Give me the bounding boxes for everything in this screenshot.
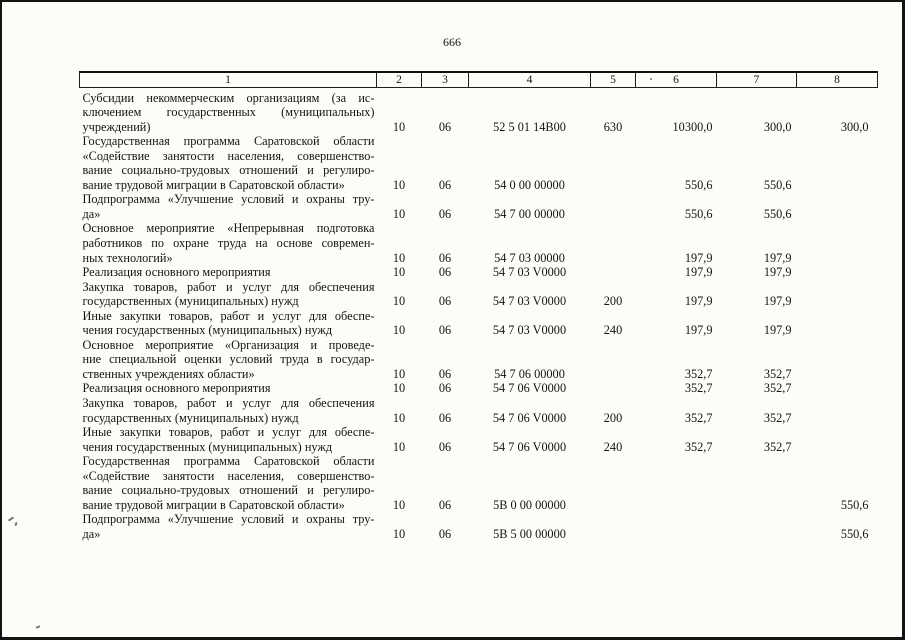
cell-target-item-code: 5В 0 00 00000 bbox=[493, 497, 566, 512]
description-line: Основное мероприятие «Непрерывная подготовка bbox=[82, 221, 375, 236]
description-line: «Содействие занятости населения, совершенство- bbox=[82, 468, 375, 483]
description-line: Реализация основного мероприятия bbox=[82, 381, 271, 396]
description-line: Основное мероприятие «Организация и проведе- bbox=[82, 337, 375, 352]
cell-section-code: 10 bbox=[392, 381, 406, 396]
cell-amount-1: 550,6 bbox=[684, 206, 713, 221]
description-line: «Содействие занятости населения, совершенство- bbox=[82, 148, 375, 163]
cell-section-code: 10 bbox=[392, 265, 406, 280]
budget-table bbox=[79, 71, 878, 541]
cell-amount-1: 10300,0 bbox=[672, 119, 713, 134]
cell-expense-type-code bbox=[591, 381, 636, 396]
cell-amount-3 bbox=[797, 221, 878, 265]
cell-amount-2: 197,9 bbox=[763, 265, 792, 280]
cell-description bbox=[80, 87, 377, 134]
description-line: Закупка товаров, работ и услуг для обеспечения bbox=[82, 279, 375, 294]
cell-section-code: 10 bbox=[392, 294, 406, 309]
scan-artifact bbox=[14, 522, 17, 526]
cell-expense-type-code bbox=[591, 134, 636, 192]
table-row bbox=[80, 454, 878, 512]
cell-expense-type-code: 200 bbox=[603, 294, 623, 309]
cell-subsection-code: 06 bbox=[438, 526, 452, 541]
cell-expense-type-code bbox=[591, 265, 636, 280]
description-line: Государственная программа Саратовской области bbox=[82, 134, 375, 149]
cell-target-item-code: 54 7 00 00000 bbox=[494, 206, 565, 221]
table-row bbox=[80, 425, 878, 454]
cell-amount-1: 197,9 bbox=[684, 250, 713, 265]
cell-amount-2: 300,0 bbox=[763, 119, 792, 134]
cell-subsection-code: 06 bbox=[438, 294, 452, 309]
description-line: государственных (муниципальных) нужд bbox=[82, 294, 299, 309]
cell-amount-3 bbox=[797, 425, 878, 454]
cell-expense-type-code: 240 bbox=[603, 323, 623, 338]
cell-section-code: 10 bbox=[392, 250, 406, 265]
table-row bbox=[80, 221, 878, 265]
description-line: Подпрограмма «Улучшение условий и охраны тру- bbox=[82, 512, 375, 527]
cell-description bbox=[80, 512, 377, 541]
cell-subsection-code: 06 bbox=[438, 410, 452, 425]
cell-target-item-code: 54 7 03 V0000 bbox=[492, 265, 567, 280]
cell-target-item-code: 52 5 01 14В00 bbox=[493, 119, 566, 134]
cell-target-item-code: 54 7 03 00000 bbox=[494, 250, 565, 265]
cell-description bbox=[80, 454, 377, 512]
cell-amount-2 bbox=[717, 454, 797, 512]
cell-amount-3 bbox=[797, 381, 878, 396]
cell-amount-1: 197,9 bbox=[684, 323, 713, 338]
column-header: 6 bbox=[636, 72, 717, 87]
description-line: Иные закупки товаров, работ и услуг для обеспе- bbox=[82, 425, 375, 440]
cell-description bbox=[80, 396, 377, 425]
cell-expense-type-code bbox=[591, 221, 636, 265]
cell-description bbox=[80, 280, 377, 309]
cell-subsection-code: 06 bbox=[438, 497, 452, 512]
cell-description bbox=[80, 425, 377, 454]
column-header: 7 bbox=[717, 72, 797, 87]
description-line: ние специальной оценки условий труда в государ- bbox=[82, 352, 375, 367]
cell-amount-1: 550,6 bbox=[684, 177, 713, 192]
cell-subsection-code: 06 bbox=[438, 250, 452, 265]
description-line: ных технологий» bbox=[82, 250, 173, 265]
cell-amount-2 bbox=[717, 512, 797, 541]
table-row bbox=[80, 381, 878, 396]
description-line: чения государственных (муниципальных) нужд bbox=[82, 439, 333, 454]
cell-target-item-code: 54 7 06 V0000 bbox=[492, 410, 567, 425]
table-row bbox=[80, 512, 878, 541]
cell-amount-1: 352,7 bbox=[684, 366, 713, 381]
cell-amount-1: 352,7 bbox=[684, 439, 713, 454]
cell-target-item-code: 5В 5 00 00000 bbox=[493, 526, 566, 541]
cell-amount-1 bbox=[636, 454, 717, 512]
description-line: учреждений) bbox=[82, 119, 151, 134]
cell-target-item-code: 54 7 03 V0000 bbox=[492, 294, 567, 309]
table-row bbox=[80, 396, 878, 425]
cell-subsection-code: 06 bbox=[438, 366, 452, 381]
description-line: ственных учреждениях области» bbox=[82, 366, 255, 381]
description-line: вание трудовой миграции в Саратовской области» bbox=[82, 497, 345, 512]
cell-amount-2: 352,7 bbox=[763, 366, 792, 381]
description-line: Субсидии некоммерческим организациям (за ис- bbox=[82, 90, 375, 105]
cell-amount-3 bbox=[797, 309, 878, 338]
cell-expense-type-code: 240 bbox=[603, 439, 623, 454]
description-line: Закупка товаров, работ и услуг для обеспечения bbox=[82, 395, 375, 410]
description-line: чения государственных (муниципальных) нужд bbox=[82, 323, 333, 338]
cell-section-code: 10 bbox=[392, 177, 406, 192]
cell-subsection-code: 06 bbox=[438, 265, 452, 280]
column-header: 2 bbox=[377, 72, 422, 87]
table-row bbox=[80, 87, 878, 134]
scan-artifact bbox=[650, 78, 652, 80]
cell-target-item-code: 54 0 00 00000 bbox=[494, 177, 565, 192]
cell-subsection-code: 06 bbox=[438, 439, 452, 454]
description-line: работников по охране труда на основе современ- bbox=[82, 235, 375, 250]
cell-target-item-code: 54 7 06 V0000 bbox=[492, 381, 567, 396]
table-row bbox=[80, 309, 878, 338]
cell-amount-3 bbox=[797, 280, 878, 309]
description-line: государственных (муниципальных) нужд bbox=[82, 410, 299, 425]
table-row bbox=[80, 338, 878, 382]
cell-expense-type-code bbox=[591, 512, 636, 541]
description-line: да» bbox=[82, 526, 101, 541]
column-header: 3 bbox=[422, 72, 469, 87]
cell-description bbox=[80, 309, 377, 338]
column-header: 5 bbox=[591, 72, 636, 87]
cell-section-code: 10 bbox=[392, 497, 406, 512]
table-row bbox=[80, 265, 878, 280]
page-number: 666 bbox=[443, 35, 461, 49]
cell-expense-type-code: 630 bbox=[603, 119, 623, 134]
table-row bbox=[80, 192, 878, 221]
cell-description bbox=[80, 338, 377, 382]
cell-expense-type-code: 200 bbox=[603, 410, 623, 425]
description-line: вание трудовой миграции в Саратовской области» bbox=[82, 177, 345, 192]
cell-section-code: 10 bbox=[392, 526, 406, 541]
cell-amount-3 bbox=[797, 338, 878, 382]
cell-section-code: 10 bbox=[392, 410, 406, 425]
description-line: Государственная программа Саратовской области bbox=[82, 454, 375, 469]
cell-section-code: 10 bbox=[392, 206, 406, 221]
cell-amount-3 bbox=[797, 134, 878, 192]
cell-amount-3: 550,6 bbox=[840, 526, 869, 541]
table-header-row bbox=[80, 72, 878, 87]
cell-amount-2: 352,7 bbox=[763, 439, 792, 454]
cell-amount-2: 352,7 bbox=[763, 410, 792, 425]
cell-description bbox=[80, 265, 377, 280]
column-header: 8 bbox=[797, 72, 878, 87]
cell-subsection-code: 06 bbox=[438, 206, 452, 221]
cell-section-code: 10 bbox=[392, 366, 406, 381]
cell-amount-2: 197,9 bbox=[763, 250, 792, 265]
cell-amount-1 bbox=[636, 512, 717, 541]
cell-section-code: 10 bbox=[392, 439, 406, 454]
cell-target-item-code: 54 7 03 V0000 bbox=[492, 323, 567, 338]
cell-subsection-code: 06 bbox=[438, 381, 452, 396]
description-line: да» bbox=[82, 206, 101, 221]
cell-amount-3 bbox=[797, 396, 878, 425]
description-line: Иные закупки товаров, работ и услуг для обеспе- bbox=[82, 308, 375, 323]
cell-amount-1: 197,9 bbox=[684, 294, 713, 309]
description-line: Реализация основного мероприятия bbox=[82, 265, 271, 280]
description-line: вание социально-трудовых отношений и регулиро- bbox=[82, 163, 375, 178]
table-row bbox=[80, 280, 878, 309]
cell-description bbox=[80, 221, 377, 265]
cell-amount-3 bbox=[797, 192, 878, 221]
cell-description bbox=[80, 134, 377, 192]
cell-amount-1: 352,7 bbox=[684, 410, 713, 425]
cell-amount-3: 300,0 bbox=[840, 119, 869, 134]
cell-amount-2: 550,6 bbox=[763, 177, 792, 192]
cell-target-item-code: 54 7 06 V0000 bbox=[492, 439, 567, 454]
description-line: Подпрограмма «Улучшение условий и охраны тру- bbox=[82, 192, 375, 207]
cell-amount-2: 352,7 bbox=[763, 381, 792, 396]
cell-amount-2: 197,9 bbox=[763, 294, 792, 309]
cell-description bbox=[80, 192, 377, 221]
description-line: ключением государственных (муниципальных) bbox=[82, 105, 375, 120]
cell-amount-1: 352,7 bbox=[684, 381, 713, 396]
cell-amount-2: 550,6 bbox=[763, 206, 792, 221]
cell-subsection-code: 06 bbox=[438, 119, 452, 134]
cell-amount-3 bbox=[797, 265, 878, 280]
table-row bbox=[80, 134, 878, 192]
cell-amount-1: 197,9 bbox=[684, 265, 713, 280]
column-header: 1 bbox=[80, 72, 377, 87]
cell-expense-type-code bbox=[591, 338, 636, 382]
cell-description bbox=[80, 381, 377, 396]
description-line: вание социально-трудовых отношений и регулиро- bbox=[82, 483, 375, 498]
column-header: 4 bbox=[469, 72, 591, 87]
cell-section-code: 10 bbox=[392, 119, 406, 134]
cell-expense-type-code bbox=[591, 192, 636, 221]
cell-expense-type-code bbox=[591, 454, 636, 512]
cell-subsection-code: 06 bbox=[438, 323, 452, 338]
scan-artifact bbox=[8, 516, 14, 521]
cell-section-code: 10 bbox=[392, 323, 406, 338]
cell-target-item-code: 54 7 06 00000 bbox=[494, 366, 565, 381]
scan-artifact bbox=[36, 625, 40, 628]
cell-amount-2: 197,9 bbox=[763, 323, 792, 338]
cell-subsection-code: 06 bbox=[438, 177, 452, 192]
cell-amount-3: 550,6 bbox=[840, 497, 869, 512]
